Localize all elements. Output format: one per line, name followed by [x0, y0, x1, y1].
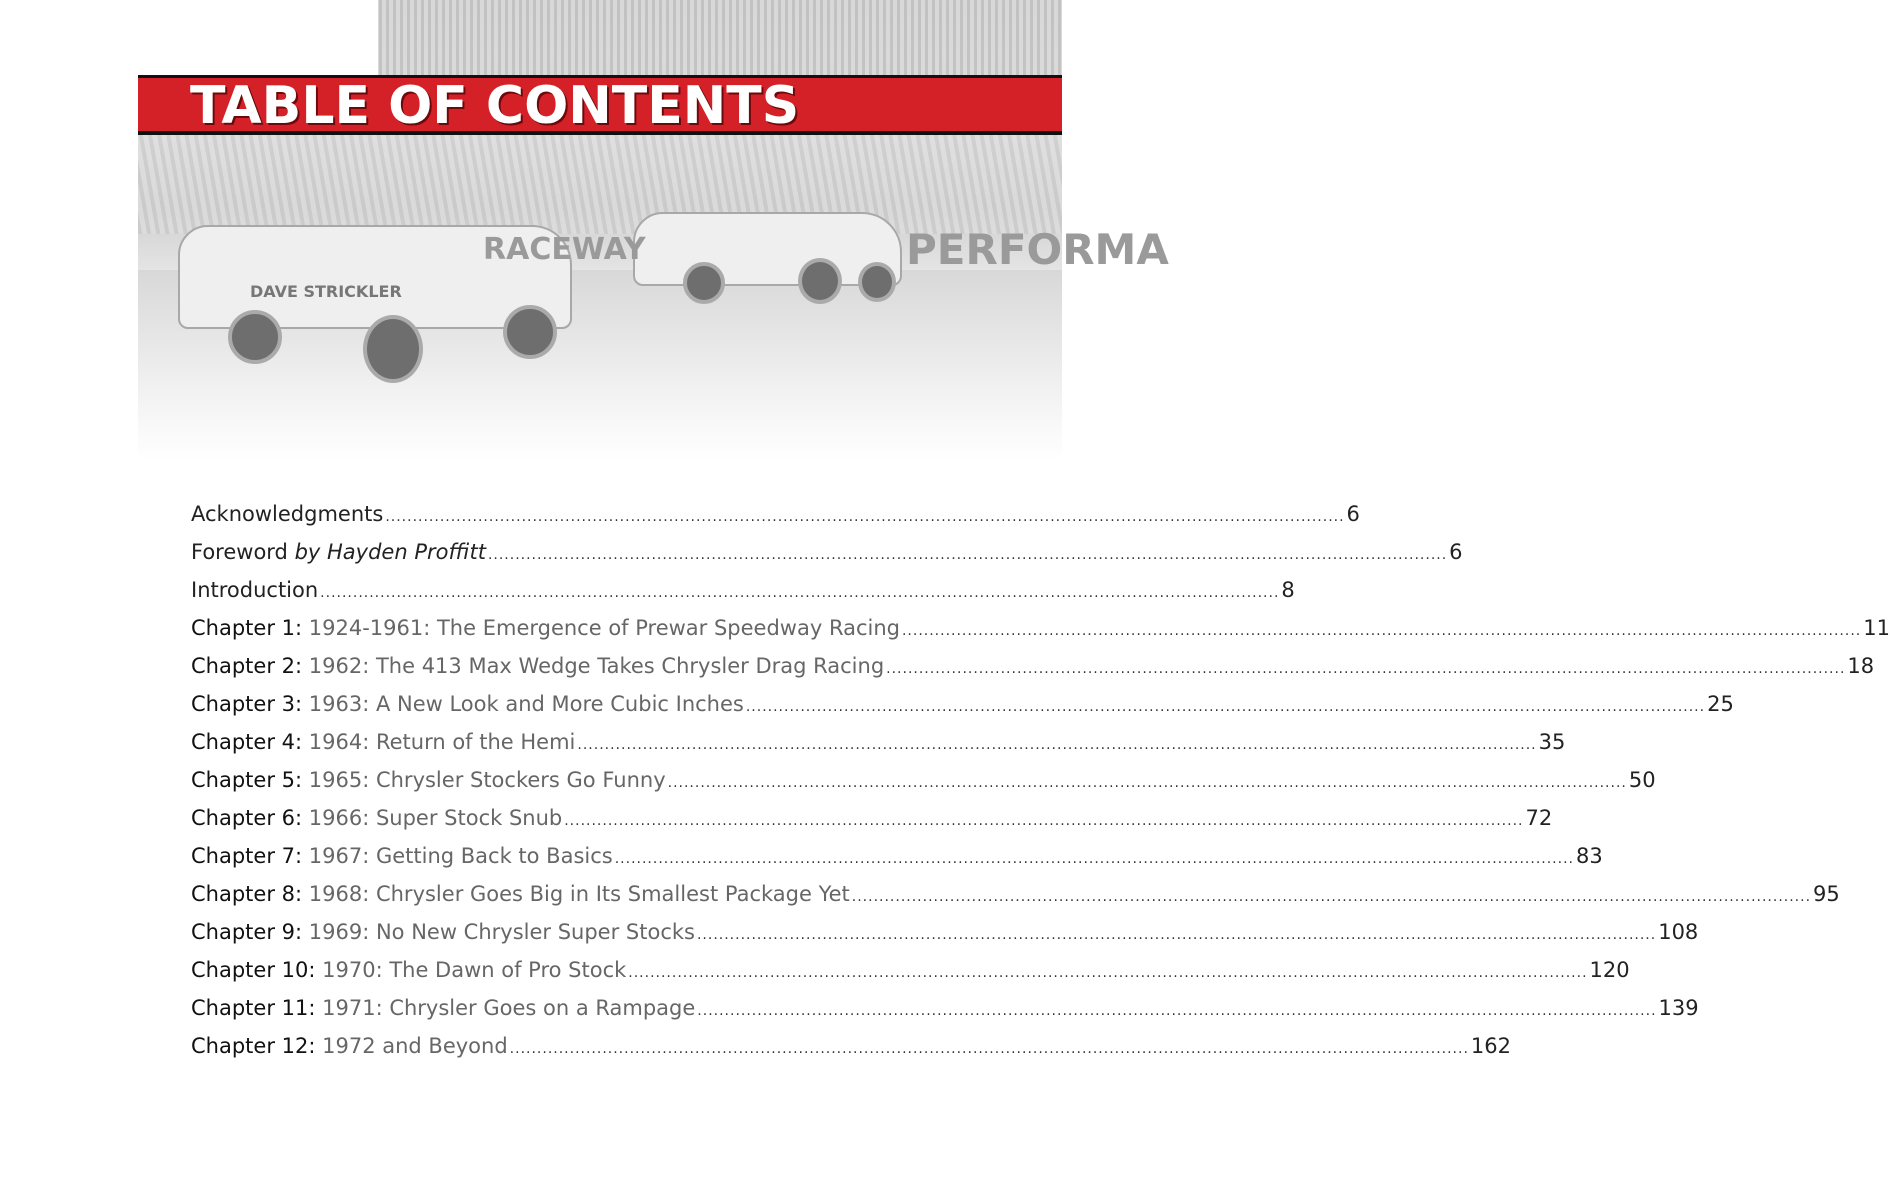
page-title: TABLE OF CONTENTS [190, 76, 800, 136]
chapter-title: 1967: Getting Back to Basics [308, 844, 613, 868]
page-number: 83 [1575, 844, 1603, 868]
toc-entry-chapter[interactable] [191, 844, 1603, 882]
chapter-title: 1964: Return of the Hemi [308, 730, 576, 754]
chapter-number: Chapter 3: [191, 692, 303, 716]
chapter-number: Chapter 4: [191, 730, 303, 754]
title-banner [138, 75, 1062, 135]
toc-entry-chapter[interactable] [191, 996, 1699, 1034]
page-number: 108 [1658, 920, 1699, 944]
chapter-number: Chapter 9: [191, 920, 303, 944]
chapter-title: 1969: No New Chrysler Super Stocks [308, 920, 695, 944]
page-number: 8 [1281, 578, 1295, 602]
chapter-number: Chapter 6: [191, 806, 303, 830]
toc-entry-chapter[interactable] [191, 616, 1890, 654]
chapter-number: Chapter 2: [191, 654, 303, 678]
page-number: 6 [1346, 502, 1360, 526]
toc-entry-chapter[interactable] [191, 1034, 1511, 1072]
page-number: 162 [1470, 1034, 1511, 1058]
toc-entry-chapter[interactable] [191, 958, 1630, 996]
toc-entry-introduction[interactable] [191, 578, 1295, 616]
wheel [683, 262, 725, 304]
chapter-number: Chapter 7: [191, 844, 303, 868]
leader-dots [488, 547, 1447, 563]
entry-label: Acknowledgments [191, 502, 384, 526]
page-number: 11 [1863, 616, 1890, 640]
wheel [228, 310, 282, 364]
wheel [798, 258, 842, 304]
page-number: 95 [1813, 882, 1840, 906]
entry-label: Foreword [191, 540, 288, 564]
leader-dots [746, 699, 1705, 715]
chapter-title: 1968: Chrysler Goes Big in Its Smallest Package Yet [308, 882, 850, 906]
leader-dots [697, 1003, 1656, 1019]
chapter-title: 1962: The 413 Max Wedge Takes Chrysler Drag Racing [308, 654, 885, 678]
chapter-title: 1963: A New Look and More Cubic Inches [308, 692, 744, 716]
toc-entry-chapter[interactable] [191, 806, 1553, 844]
toc-entry-chapter[interactable] [191, 768, 1656, 806]
grandstand-crowd [358, 0, 1062, 75]
wheel [503, 305, 557, 359]
chapter-number: Chapter 5: [191, 768, 303, 792]
toc-entry-chapter[interactable] [191, 654, 1875, 692]
page-number: 50 [1628, 768, 1656, 792]
leader-dots [577, 737, 1536, 753]
page-number: 25 [1707, 692, 1734, 716]
entry-label: Introduction [191, 578, 319, 602]
leader-dots [852, 889, 1811, 905]
raceway-sign: RACEWAY [483, 232, 646, 267]
leader-dots [564, 813, 1523, 829]
toc-entry-chapter[interactable] [191, 882, 1840, 920]
toc-entry-acknowledgments[interactable] [191, 502, 1360, 540]
performance-sign: PERFORMA [906, 225, 1169, 274]
background-hills [138, 134, 1062, 234]
page-number: 18 [1847, 654, 1875, 678]
drag-racing-photo [138, 0, 1169, 460]
toc-entry-foreword[interactable] [191, 540, 1463, 578]
leader-dots [320, 585, 1279, 601]
chapter-number: Chapter 10: [191, 958, 316, 982]
toc-entry-chapter[interactable] [191, 920, 1699, 958]
leader-dots [628, 965, 1587, 981]
chapter-number: Chapter 8: [191, 882, 303, 906]
entry-author: by Hayden Proffitt [294, 540, 486, 564]
leader-dots [886, 661, 1845, 677]
leader-dots [510, 1041, 1469, 1057]
leader-dots [385, 509, 1344, 525]
leader-dots [668, 775, 1627, 791]
page-number: 139 [1658, 996, 1699, 1020]
wheel [363, 315, 423, 383]
chapter-title: 1924-1961: The Emergence of Prewar Speedway Racing [308, 616, 900, 640]
chapter-title: 1971: Chrysler Goes on a Rampage [322, 996, 696, 1020]
page-number: 72 [1525, 806, 1553, 830]
chapter-title: 1965: Chrysler Stockers Go Funny [308, 768, 666, 792]
chapter-title: 1970: The Dawn of Pro Stock [322, 958, 627, 982]
chapter-title: 1966: Super Stock Snub [308, 806, 563, 830]
chapter-list [191, 616, 1890, 1072]
leader-dots [615, 851, 1574, 867]
chapter-number: Chapter 12: [191, 1034, 316, 1058]
toc-entry-chapter[interactable] [191, 730, 1566, 768]
page-number: 120 [1589, 958, 1630, 982]
leader-dots [902, 623, 1861, 639]
wheel [858, 262, 896, 302]
table-of-contents [191, 502, 1890, 1072]
page-number: 35 [1538, 730, 1566, 754]
car-lettering: DAVE STRICKLER [250, 282, 402, 301]
chapter-title: 1972 and Beyond [322, 1034, 508, 1058]
chapter-number: Chapter 1: [191, 616, 303, 640]
page-number: 6 [1449, 540, 1463, 564]
chapter-number: Chapter 11: [191, 996, 316, 1020]
leader-dots [697, 927, 1656, 943]
toc-entry-chapter[interactable] [191, 692, 1734, 730]
